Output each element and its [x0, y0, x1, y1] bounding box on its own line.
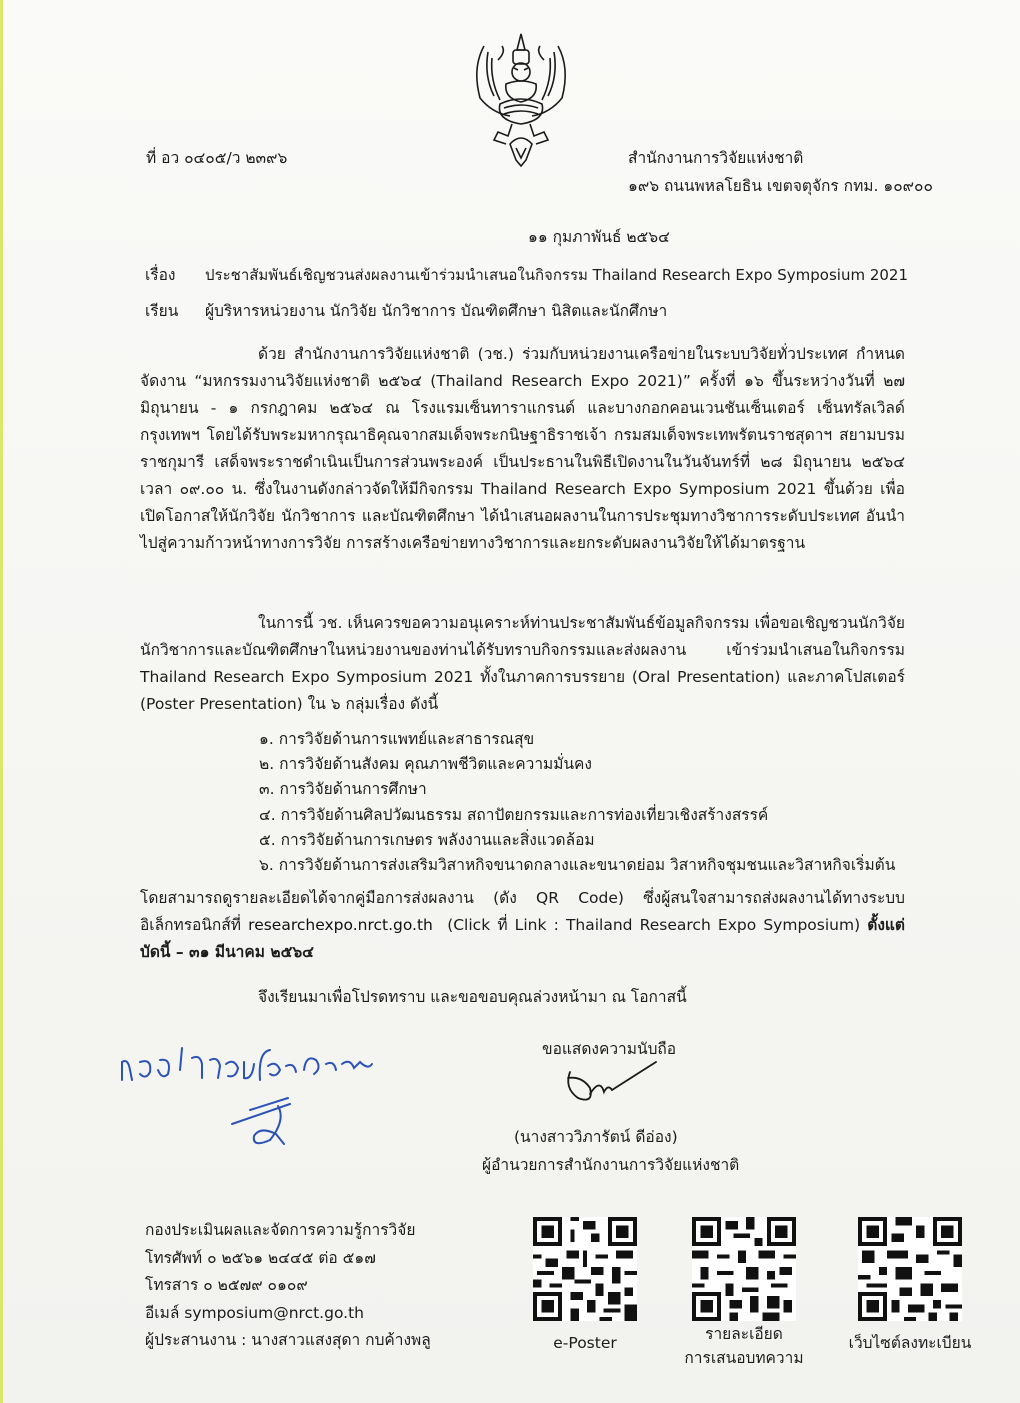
body-paragraph-3 — [140, 885, 905, 966]
body-paragraph-1 — [140, 341, 905, 557]
qr-code-registration-icon[interactable] — [858, 1217, 962, 1321]
contact-info — [145, 1217, 431, 1355]
subject-text: ประชาสัมพันธ์เชิญชวนส่งผลงานเข้าร่วมนำเสนอในกิจกรรม Thailand Research Expo Symposium 2021 — [205, 266, 909, 284]
to-label: เรียน — [145, 302, 179, 320]
letter-date: ๑๑ กุมภาพันธ์ ๒๕๖๔ — [528, 228, 670, 246]
reference-number: ที่ อว ๐๔๐๕/ว ๒๓๙๖ — [146, 149, 288, 167]
symposium-link[interactable]: Thailand Research Expo Symposium — [565, 916, 855, 934]
paragraph-3-text: (Click ที่ Link : — [432, 916, 566, 934]
topic-item: ๓. การวิจัยด้านการศึกษา — [259, 780, 427, 799]
body-paragraph-2 — [140, 610, 905, 718]
contact-coordinator: ผู้ประสานงาน : นางสาวแสงสุดา กบค้างพลู — [145, 1331, 431, 1349]
handwritten-note — [110, 1040, 410, 1160]
paragraph-3-text: โดยสามารถดูรายละเอียดได้จากคู่มือการส่งผลงาน (ดัง QR Code) ซึ่งผู้สนใจสามารถส่งผลงานได้ทางระบบอิเล็กทรอนิกส์ที่ — [140, 889, 905, 934]
paragraph-1-text: ด้วย สำนักงานการวิจัยแห่งชาติ (วช.) ร่วมกับหน่วยงานเครือข่ายในระบบวิจัยทั่วประเทศ กำหนดจัดงาน “มหกรรมงานวิจัยแห่งชาติ ๒๕๖๔ (Thailand Research Expo 2021)” ครั้งที่ ๑๖ ขึ้นระหว่างวันที่ ๒๗ มิถุนายน - ๑ กรกฎาคม ๒๕๖๔ ณ โรงแรมเซ็นทาราแกรนด์ และบางกอกคอนเวนชันเซ็นเตอร์ เซ็นทรัลเวิลด์ กรุงเทพฯ โดยได้รับพระมหากรุณาธิคุณจากสมเด็จพระกนิษฐาธิราชเจ้า กรมสมเด็จพระเทพรัตนราชสุดาฯ สยามบรมราชกุมารี เสด็จพระราชดำเนินเป็นการส่วนพระองค์ เป็นประธานในพิธีเปิดงานในวันจันทร์ที่ ๒๘ มิถุนายน ๒๕๖๔ เวลา ๐๙.๐๐ น. ซึ่งในงานดังกล่าวจัดให้มีกิจกรรม Thailand Research Expo Symposium 2021 ขึ้นด้วย เพื่อเปิดโอกาสให้นักวิจัย นักวิชาการ และบัณฑิตศึกษา ได้นำเสนอผลงานในการประชุมทางวิชาการระดับประเทศ อันนำไปสู่ความก้าวหน้าทางการวิจัย การสร้างเครือข่ายทางวิชาการและยกระดับผลงานวิจัยให้ได้มาตรฐาน — [140, 345, 905, 552]
website-link[interactable]: researchexpo.nrct.go.th — [248, 916, 433, 934]
topic-item: ๕. การวิจัยด้านการเกษตร พลังงานและสิ่งแวดล้อม — [259, 830, 595, 849]
topic-item: ๔. การวิจัยด้านศิลปวัฒนธรรม สถาปัตยกรรมและการท่องเที่ยวเชิงสร้างสรรค์ — [259, 805, 769, 824]
topic-item: ๒. การวิจัยด้านสังคม คุณภาพชีวิตและความมั่นคง — [259, 755, 592, 774]
garuda-emblem-icon — [462, 28, 580, 168]
to-text: ผู้บริหารหน่วยงาน นักวิจัย นักวิชาการ บัณฑิตศึกษา นิสิตและนักศึกษา — [205, 302, 668, 320]
qr-label-registration: เว็บไซต์ลงทะเบียน — [848, 1334, 972, 1352]
qr-code-paper-details-icon[interactable] — [692, 1217, 796, 1321]
topic-item: ๖. การวิจัยด้านการส่งเสริมวิสาหกิจขนาดกลางและขนาดย่อม วิสาหกิจชุมชนและวิสาหกิจเริ่มต้น — [259, 856, 896, 875]
scan-edge — [0, 0, 3, 1403]
closing-line: จึงเรียนมาเพื่อโปรดทราบ และขอขอบคุณล่วงหน้ามา ณ โอกาสนี้ — [258, 988, 687, 1006]
contact-fax: โทรสาร ๐ ๒๕๗๙ ๐๑๐๙ — [145, 1276, 308, 1294]
submission-deadline: ตั้งแต่บัดนี้ – ๓๑ มีนาคม ๒๕๖๔ — [140, 916, 905, 961]
contact-email[interactable]: อีเมล์ symposium@nrct.go.th — [145, 1303, 364, 1322]
paragraph-3-text: ) — [854, 916, 868, 934]
signatory-title: ผู้อำนวยการสำนักงานการวิจัยแห่งชาติ — [482, 1156, 740, 1174]
qr-label-line: การเสนอบทความ — [684, 1349, 804, 1367]
complimentary-close: ขอแสดงความนับถือ — [542, 1040, 677, 1058]
contact-phone: โทรศัพท์ ๐ ๒๕๖๑ ๒๔๔๕ ต่อ ๕๑๗ — [145, 1248, 376, 1267]
signature — [560, 1058, 670, 1108]
paragraph-2-text: ในการนี้ วช. เห็นควรขอความอนุเคราะห์ท่านประชาสัมพันธ์ข้อมูลกิจกรรม เพื่อขอเชิญชวนนักวิจัย นักวิชาการและบัณฑิตศึกษาในหน่วยงานของท่านได้รับทราบกิจกรรมและส่งผลงาน เข้าร่วมนำเสนอในกิจกรรม Thailand Research Expo Symposium 2021 ทั้งในภาคการบรรยาย (Oral Presentation) และภาคโปสเตอร์ (Poster Presentation) ใน ๖ กลุ่มเรื่อง ดังนี้ — [140, 614, 905, 713]
qr-label-e-poster: e-Poster — [553, 1334, 617, 1352]
qr-code-e-poster-icon[interactable] — [533, 1217, 637, 1321]
topic-list — [259, 727, 895, 878]
sender-org: สำนักงานการวิจัยแห่งชาติ — [628, 149, 804, 167]
signatory-name: (นางสาววิภารัตน์ ดีอ่อง) — [514, 1128, 678, 1146]
subject-label: เรื่อง — [145, 266, 176, 284]
contact-division: กองประเมินผลและจัดการความรู้การวิจัย — [145, 1221, 416, 1239]
topic-item: ๑. การวิจัยด้านการแพทย์และสาธารณสุข — [259, 730, 535, 748]
qr-label-paper-details — [669, 1322, 819, 1370]
sender-address: ๑๙๖ ถนนพหลโยธิน เขตจตุจักร กทม. ๑๐๙๐๐ — [628, 177, 933, 195]
qr-label-line: รายละเอียด — [705, 1325, 783, 1343]
